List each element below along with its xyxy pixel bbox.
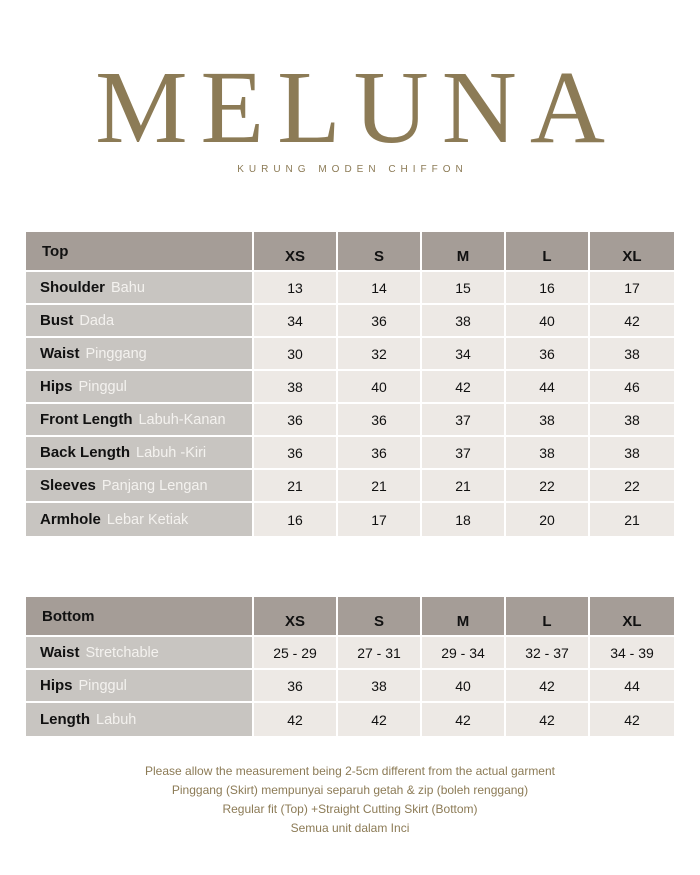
measure-name-malay: Bahu <box>111 279 145 296</box>
value-cell: 36 <box>506 338 590 371</box>
value-cell: 37 <box>422 404 506 437</box>
value-cell: 34 - 39 <box>590 637 674 670</box>
size-header: XL <box>590 597 674 637</box>
value-cell: 38 <box>506 437 590 470</box>
value-cell: 36 <box>254 670 338 703</box>
value-cell: 40 <box>422 670 506 703</box>
measure-name: Back Length <box>40 443 131 461</box>
value-cell: 42 <box>254 703 338 736</box>
value-cell: 42 <box>590 703 674 736</box>
value-cell: 13 <box>254 272 338 305</box>
row-label <box>26 305 254 338</box>
value-cell: 21 <box>422 470 506 503</box>
value-cell: 27 - 31 <box>338 637 422 670</box>
note-line: Semua unit dalam Inci <box>290 821 410 835</box>
measure-name: Shoulder <box>40 278 106 296</box>
value-cell: 16 <box>254 503 338 536</box>
size-header: M <box>422 232 506 272</box>
table-row <box>26 637 674 670</box>
size-header: XS <box>254 232 338 272</box>
measure-name: Armhole <box>40 510 101 528</box>
value-cell: 38 <box>338 670 422 703</box>
table-row <box>26 272 674 305</box>
value-cell: 36 <box>338 437 422 470</box>
measure-name-malay: Pinggul <box>78 677 127 694</box>
value-cell: 37 <box>422 437 506 470</box>
value-cell: 34 <box>254 305 338 338</box>
measure-name: Hips <box>40 676 73 694</box>
size-header: S <box>338 232 422 272</box>
brand-logo: MELUNA <box>95 50 618 165</box>
value-cell: 38 <box>422 305 506 338</box>
value-cell: 30 <box>254 338 338 371</box>
measure-name-malay: Stretchable <box>85 644 159 661</box>
note-line: Pinggang (Skirt) mempunyai separuh getah & zip (boleh renggang) <box>171 783 529 797</box>
table-row <box>26 670 674 703</box>
bottom-header-row <box>26 597 674 637</box>
value-cell: 38 <box>254 371 338 404</box>
measurement-notes <box>0 762 700 838</box>
table-row <box>26 338 674 371</box>
table-row <box>26 503 674 536</box>
size-header: L <box>506 597 590 637</box>
value-cell: 17 <box>338 503 422 536</box>
row-label <box>26 637 254 670</box>
table-row <box>26 404 674 437</box>
measure-name: Sleeves <box>40 476 96 494</box>
table-row <box>26 371 674 404</box>
value-cell: 20 <box>506 503 590 536</box>
value-cell: 42 <box>338 703 422 736</box>
top-table-title: Top <box>26 232 254 272</box>
row-label <box>26 703 254 736</box>
row-label <box>26 338 254 371</box>
table-row <box>26 470 674 503</box>
value-cell: 38 <box>506 404 590 437</box>
size-header: M <box>422 597 506 637</box>
measure-name-malay: Dada <box>79 312 115 329</box>
value-cell: 15 <box>422 272 506 305</box>
value-cell: 34 <box>422 338 506 371</box>
value-cell: 46 <box>590 371 674 404</box>
measure-name: Waist <box>40 643 80 661</box>
measure-name-malay: Pinggul <box>78 378 127 395</box>
value-cell: 14 <box>338 272 422 305</box>
size-header: L <box>506 232 590 272</box>
value-cell: 42 <box>422 703 506 736</box>
table-row <box>26 437 674 470</box>
value-cell: 44 <box>506 371 590 404</box>
value-cell: 22 <box>590 470 674 503</box>
value-cell: 38 <box>590 437 674 470</box>
value-cell: 29 - 34 <box>422 637 506 670</box>
measure-name-malay: Pinggang <box>85 345 147 362</box>
measure-name-malay: Labuh-Kanan <box>138 411 226 428</box>
row-label <box>26 670 254 703</box>
row-label <box>26 437 254 470</box>
value-cell: 32 - 37 <box>506 637 590 670</box>
value-cell: 44 <box>590 670 674 703</box>
value-cell: 42 <box>506 670 590 703</box>
value-cell: 42 <box>590 305 674 338</box>
top-size-table <box>26 232 674 536</box>
row-label <box>26 503 254 536</box>
value-cell: 21 <box>254 470 338 503</box>
value-cell: 36 <box>338 305 422 338</box>
value-cell: 40 <box>506 305 590 338</box>
top-header-row <box>26 232 674 272</box>
bottom-size-table <box>26 597 674 736</box>
measure-name-malay: Labuh <box>96 711 137 728</box>
value-cell: 21 <box>338 470 422 503</box>
value-cell: 40 <box>338 371 422 404</box>
value-cell: 36 <box>254 404 338 437</box>
value-cell: 18 <box>422 503 506 536</box>
measure-name: Waist <box>40 344 80 362</box>
row-label <box>26 272 254 305</box>
measure-name: Hips <box>40 377 73 395</box>
table-row <box>26 703 674 736</box>
measure-name: Bust <box>40 311 74 329</box>
table-row <box>26 305 674 338</box>
note-line: Regular fit (Top) +Straight Cutting Skirt (Bottom) <box>222 802 478 816</box>
value-cell: 38 <box>590 338 674 371</box>
measure-name-malay: Lebar Ketiak <box>106 511 189 528</box>
measure-name-malay: Panjang Lengan <box>101 477 208 494</box>
bottom-table-title: Bottom <box>26 597 254 637</box>
value-cell: 38 <box>590 404 674 437</box>
value-cell: 22 <box>506 470 590 503</box>
value-cell: 42 <box>506 703 590 736</box>
measure-name-malay: Labuh -Kiri <box>136 444 207 461</box>
row-label <box>26 371 254 404</box>
value-cell: 36 <box>254 437 338 470</box>
measure-name: Length <box>40 710 90 728</box>
size-header: XS <box>254 597 338 637</box>
value-cell: 32 <box>338 338 422 371</box>
value-cell: 25 - 29 <box>254 637 338 670</box>
row-label <box>26 404 254 437</box>
value-cell: 21 <box>590 503 674 536</box>
value-cell: 42 <box>422 371 506 404</box>
value-cell: 16 <box>506 272 590 305</box>
note-line: Please allow the measurement being 2-5cm different from the actual garment <box>145 764 555 778</box>
value-cell: 17 <box>590 272 674 305</box>
size-header: S <box>338 597 422 637</box>
measure-name: Front Length <box>40 410 133 428</box>
row-label <box>26 470 254 503</box>
size-header: XL <box>590 232 674 272</box>
brand-tagline: KURUNG MODEN CHIFFON <box>237 164 468 175</box>
value-cell: 36 <box>338 404 422 437</box>
